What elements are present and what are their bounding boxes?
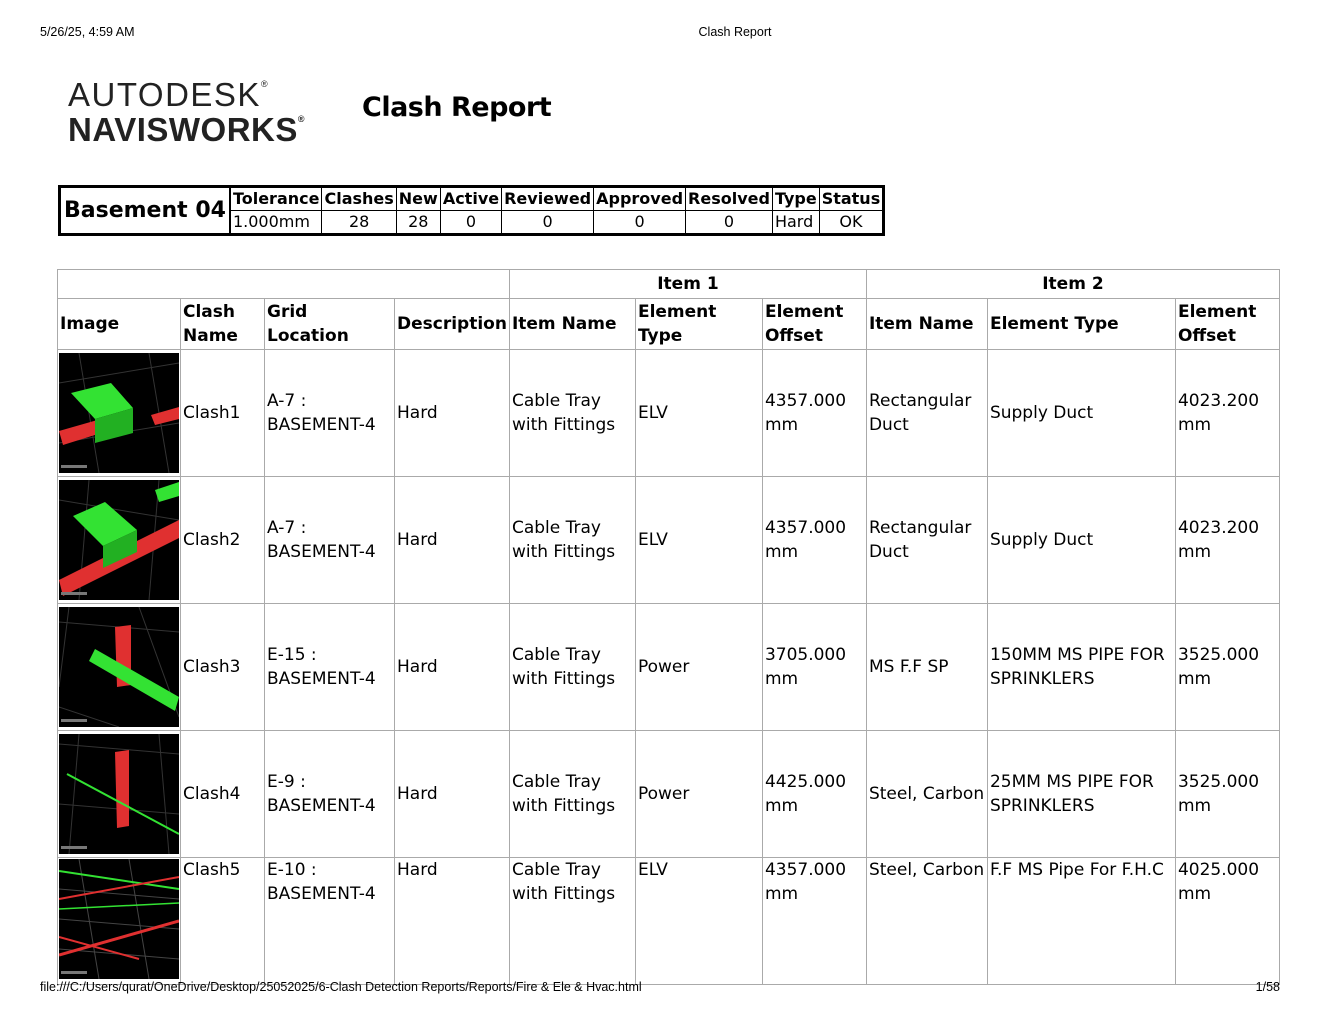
item1-name: Cable Tray with Fittings: [509, 731, 635, 858]
item2-name: Rectangular Duct: [866, 477, 987, 604]
item1-name: Cable Tray with Fittings: [509, 604, 635, 731]
print-file-path: file:///C:/Users/qurat/OneDrive/Desktop/25052025/6-Clash Detection Reports/Reports/Fire & Ele & Hvac.html: [40, 980, 642, 994]
group-header-blank: [58, 270, 510, 299]
table-row: [58, 477, 1280, 604]
summary-header: Clashes: [322, 187, 396, 211]
logo-line2: NAVISWORKS: [68, 111, 298, 148]
clash-thumbnail: [59, 480, 179, 600]
column-header: Element Offset: [1175, 299, 1279, 350]
summary-header: Approved: [594, 187, 686, 211]
column-header: Description: [395, 299, 510, 350]
test-name: Basement 04: [60, 187, 230, 235]
item1-type: ELV: [635, 477, 762, 604]
summary-value: 28: [396, 211, 440, 235]
summary-header: Type: [772, 187, 819, 211]
description: Hard: [395, 858, 510, 985]
print-date: 5/26/25, 4:59 AM: [40, 25, 135, 39]
navisworks-logo: AUTODESK® NAVISWORKS®: [68, 76, 306, 148]
summary-table: [58, 185, 885, 236]
clash-image-cell: [58, 604, 181, 731]
description: Hard: [395, 477, 510, 604]
print-page-number: 1/58: [1255, 980, 1280, 994]
clash-image-cell: [58, 731, 181, 858]
item2-type: Supply Duct: [987, 350, 1175, 477]
summary-value: OK: [819, 211, 884, 235]
item1-offset: 3705.000 mm: [762, 604, 866, 731]
column-header: Clash Name: [181, 299, 265, 350]
summary-value: 0: [440, 211, 501, 235]
summary-value: Hard: [772, 211, 819, 235]
logo-line1: AUTODESK: [68, 76, 261, 113]
column-header: Item Name: [866, 299, 987, 350]
summary-value: 0: [686, 211, 773, 235]
clash-thumbnail: [59, 353, 179, 473]
summary-header: Tolerance: [230, 187, 322, 211]
clash-image-cell: [58, 858, 181, 985]
item2-name: Steel, Carbon: [866, 858, 987, 985]
summary-value: 28: [322, 211, 396, 235]
clash-name: Clash5: [181, 858, 265, 985]
grid-location: A-7 : BASEMENT-4: [265, 477, 395, 604]
description: Hard: [395, 604, 510, 731]
item1-offset: 4357.000 mm: [762, 477, 866, 604]
item1-type: Power: [635, 604, 762, 731]
column-header: Element Type: [987, 299, 1175, 350]
summary-header: Resolved: [686, 187, 773, 211]
item1-type: ELV: [635, 350, 762, 477]
table-row: [58, 731, 1280, 858]
item2-offset: 4025.000 mm: [1175, 858, 1279, 985]
grid-location: A-7 : BASEMENT-4: [265, 350, 395, 477]
clash-table: [57, 269, 1280, 985]
clash-name: Clash3: [181, 604, 265, 731]
item2-offset: 3525.000 mm: [1175, 731, 1279, 858]
summary-value: 0: [502, 211, 594, 235]
clash-name: Clash4: [181, 731, 265, 858]
clash-thumbnail: [59, 734, 179, 854]
table-row: [58, 350, 1280, 477]
item1-offset: 4357.000 mm: [762, 350, 866, 477]
description: Hard: [395, 350, 510, 477]
clash-thumbnail: [59, 607, 179, 727]
column-header: Image: [58, 299, 181, 350]
item2-offset: 4023.200 mm: [1175, 350, 1279, 477]
group-header-item2: Item 2: [866, 270, 1279, 299]
grid-location: E-15 : BASEMENT-4: [265, 604, 395, 731]
summary-header: Status: [819, 187, 884, 211]
item2-type: 25MM MS PIPE FOR SPRINKLERS: [987, 731, 1175, 858]
summary-value: 0: [594, 211, 686, 235]
item2-offset: 3525.000 mm: [1175, 604, 1279, 731]
item2-name: Steel, Carbon: [866, 731, 987, 858]
summary-header: Reviewed: [502, 187, 594, 211]
print-title: Clash Report: [698, 25, 772, 39]
column-header: Grid Location: [265, 299, 395, 350]
table-row: [58, 604, 1280, 731]
column-header: Element Offset: [762, 299, 866, 350]
summary-header: New: [396, 187, 440, 211]
grid-location: E-9 : BASEMENT-4: [265, 731, 395, 858]
item1-offset: 4357.000 mm: [762, 858, 866, 985]
summary-header: Active: [440, 187, 501, 211]
table-row: [58, 858, 1280, 985]
clash-name: Clash1: [181, 350, 265, 477]
report-title: Clash Report: [362, 92, 552, 123]
clash-image-cell: [58, 477, 181, 604]
clash-thumbnail: [59, 859, 179, 979]
item1-name: Cable Tray with Fittings: [509, 858, 635, 985]
column-header: Element Type: [635, 299, 762, 350]
description: Hard: [395, 731, 510, 858]
group-header-item1: Item 1: [509, 270, 866, 299]
item2-name: MS F.F SP: [866, 604, 987, 731]
column-header: Item Name: [509, 299, 635, 350]
clash-name: Clash2: [181, 477, 265, 604]
item2-type: 150MM MS PIPE FOR SPRINKLERS: [987, 604, 1175, 731]
summary-value: 1.000mm: [230, 211, 322, 235]
grid-location: E-10 : BASEMENT-4: [265, 858, 395, 985]
item2-type: Supply Duct: [987, 477, 1175, 604]
clash-image-cell: [58, 350, 181, 477]
item1-type: Power: [635, 731, 762, 858]
item1-name: Cable Tray with Fittings: [509, 477, 635, 604]
item2-type: F.F MS Pipe For F.H.C: [987, 858, 1175, 985]
item1-name: Cable Tray with Fittings: [509, 350, 635, 477]
item2-offset: 4023.200 mm: [1175, 477, 1279, 604]
item2-name: Rectangular Duct: [866, 350, 987, 477]
item1-offset: 4425.000 mm: [762, 731, 866, 858]
item1-type: ELV: [635, 858, 762, 985]
